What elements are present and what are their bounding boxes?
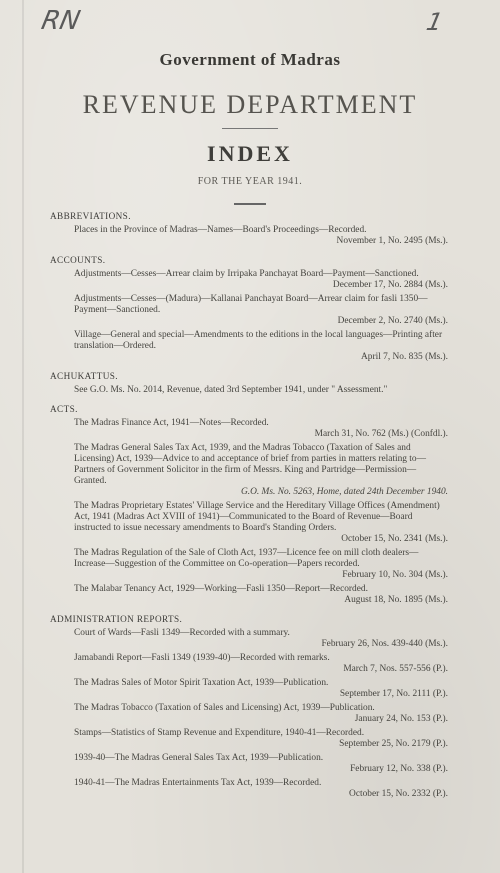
handwritten-initials: RN (38, 6, 83, 36)
entry-reference: February 26, Nos. 439-440 (Ms.). (321, 639, 448, 649)
entry-text: Adjustments—Cesses—(Madura)—Kallanai Panchayat Board—Arrear claim for fasli 1350—Payment—Sanctioned. (74, 294, 428, 315)
index-entry (50, 728, 448, 750)
entry-text: Jamabandi Report—Fasli 1349 (1939-40)—Recorded with remarks. (74, 653, 330, 663)
index-entry (50, 269, 448, 291)
entry-text: Court of Wards—Fasli 1349—Recorded with a summary. (74, 628, 290, 638)
entry-reference: August 18, No. 1895 (Ms.). (344, 595, 448, 605)
entry-text: Places in the Province of Madras—Names—Board's Proceedings—Recorded. (74, 225, 367, 235)
entry-reference: March 7, Nos. 557-556 (P.). (343, 664, 448, 674)
year-line: FOR THE YEAR 1941. (197, 176, 303, 187)
index-entry (50, 678, 448, 700)
entry-text: The Madras Proprietary Estates' Village Service and the Hereditary Village Offices (Amendment) Act, 1941 (Madras Act XVIII of 1941)—Communicated to the Board of Revenue—Board instructed to issue necessary amendments to Board's Standing Orders. (74, 501, 440, 533)
entry-text: Village—General and special—Amendments to the editions in the local languages—Printing after translation—Ordered. (74, 330, 443, 351)
section-heading: ADMINISTRATION REPORTS. (50, 614, 183, 624)
entry-text: See G.O. Ms. No. 2014, Revenue, dated 3rd September 1941, under " Assessment." (74, 385, 388, 395)
index-entry (50, 501, 448, 545)
entry-text: The Madras Sales of Motor Spirit Taxation Act, 1939—Publication. (74, 678, 329, 688)
entry-reference: September 17, No. 2111 (P.). (339, 689, 448, 699)
entry-reference: September 25, No. 2179 (P.). (339, 739, 448, 749)
index-entry (50, 548, 448, 581)
index-entry (50, 753, 448, 775)
entry-text: Adjustments—Cesses—Arrear claim by Irripaka Panchayat Board—Payment—Sanctioned. (74, 269, 419, 279)
entry-reference: February 10, No. 304 (Ms.). (342, 570, 448, 580)
index-entry (50, 225, 448, 247)
section-heading: ABBREVIATIONS. (50, 211, 131, 221)
entry-text: The Madras Finance Act, 1941—Notes—Recorded. (74, 418, 269, 428)
divider (234, 203, 266, 205)
entry-text: 1939-40—The Madras General Sales Tax Act, 1939—Publication. (74, 753, 324, 763)
index-entry (50, 778, 448, 800)
department-heading: REVENUE DEPARTMENT (82, 90, 418, 119)
entry-reference: October 15, No. 2332 (P.). (349, 789, 448, 799)
entry-text: The Madras General Sales Tax Act, 1939, and the Madras Tobacco (Taxation of Sales and Licensing) Act, 1939—Advice to and acceptance of brief from parties in matters relating to—Partners of Government Solicitor in the firm of Messrs. King and Partridge—Permission—Granted. (74, 443, 426, 486)
page-fold (22, 0, 24, 873)
entry-text: The Madras Tobacco (Taxation of Sales and Licensing) Act, 1939—Publication. (74, 703, 375, 713)
entry-go-reference: G.O. Ms. No. 5263, Home, dated 24th December 1940. (240, 487, 448, 497)
entry-reference: March 31, No. 762 (Ms.) (Confdl.). (314, 429, 448, 439)
divider (222, 128, 278, 129)
index-entry (50, 294, 448, 327)
index-entry (50, 385, 448, 396)
entry-reference: February 12, No. 338 (P.). (350, 764, 448, 774)
index-entry (50, 418, 448, 440)
index-entry (50, 330, 448, 363)
entry-reference: December 17, No. 2884 (Ms.). (332, 280, 448, 290)
index-title: INDEX (207, 141, 293, 166)
entry-reference: April 7, No. 835 (Ms.). (361, 352, 448, 362)
entry-text: 1940-41—The Madras Entertainments Tax Act, 1939—Recorded. (74, 778, 322, 788)
index-entry (50, 703, 448, 725)
entry-reference: January 24, No. 153 (P.). (354, 714, 448, 724)
index-entry (50, 443, 448, 498)
section-heading: ACHUKATTUS. (50, 371, 118, 381)
section-heading: ACCOUNTS. (50, 255, 106, 265)
index-content (50, 211, 448, 800)
entry-text: The Malabar Tenancy Act, 1929—Working—Fasli 1350—Report—Recorded. (74, 584, 368, 594)
entry-reference: December 2, No. 2740 (Ms.). (337, 316, 448, 326)
section-heading: ACTS. (50, 404, 78, 414)
government-heading: Government of Madras (159, 50, 341, 69)
index-entry (50, 628, 448, 650)
entry-reference: November 1, No. 2495 (Ms.). (336, 236, 448, 246)
handwritten-number: 1 (423, 8, 445, 36)
index-entry (50, 584, 448, 606)
index-entry (50, 653, 448, 675)
entry-text: The Madras Regulation of the Sale of Cloth Act, 1937—Licence fee on mill cloth dealers—Increase—Suggestion of the Committee on Co-operation—Papers recorded. (74, 548, 419, 569)
entry-reference: October 15, No. 2341 (Ms.). (341, 534, 448, 544)
entry-text: Stamps—Statistics of Stamp Revenue and Expenditure, 1940-41—Recorded. (74, 728, 365, 738)
